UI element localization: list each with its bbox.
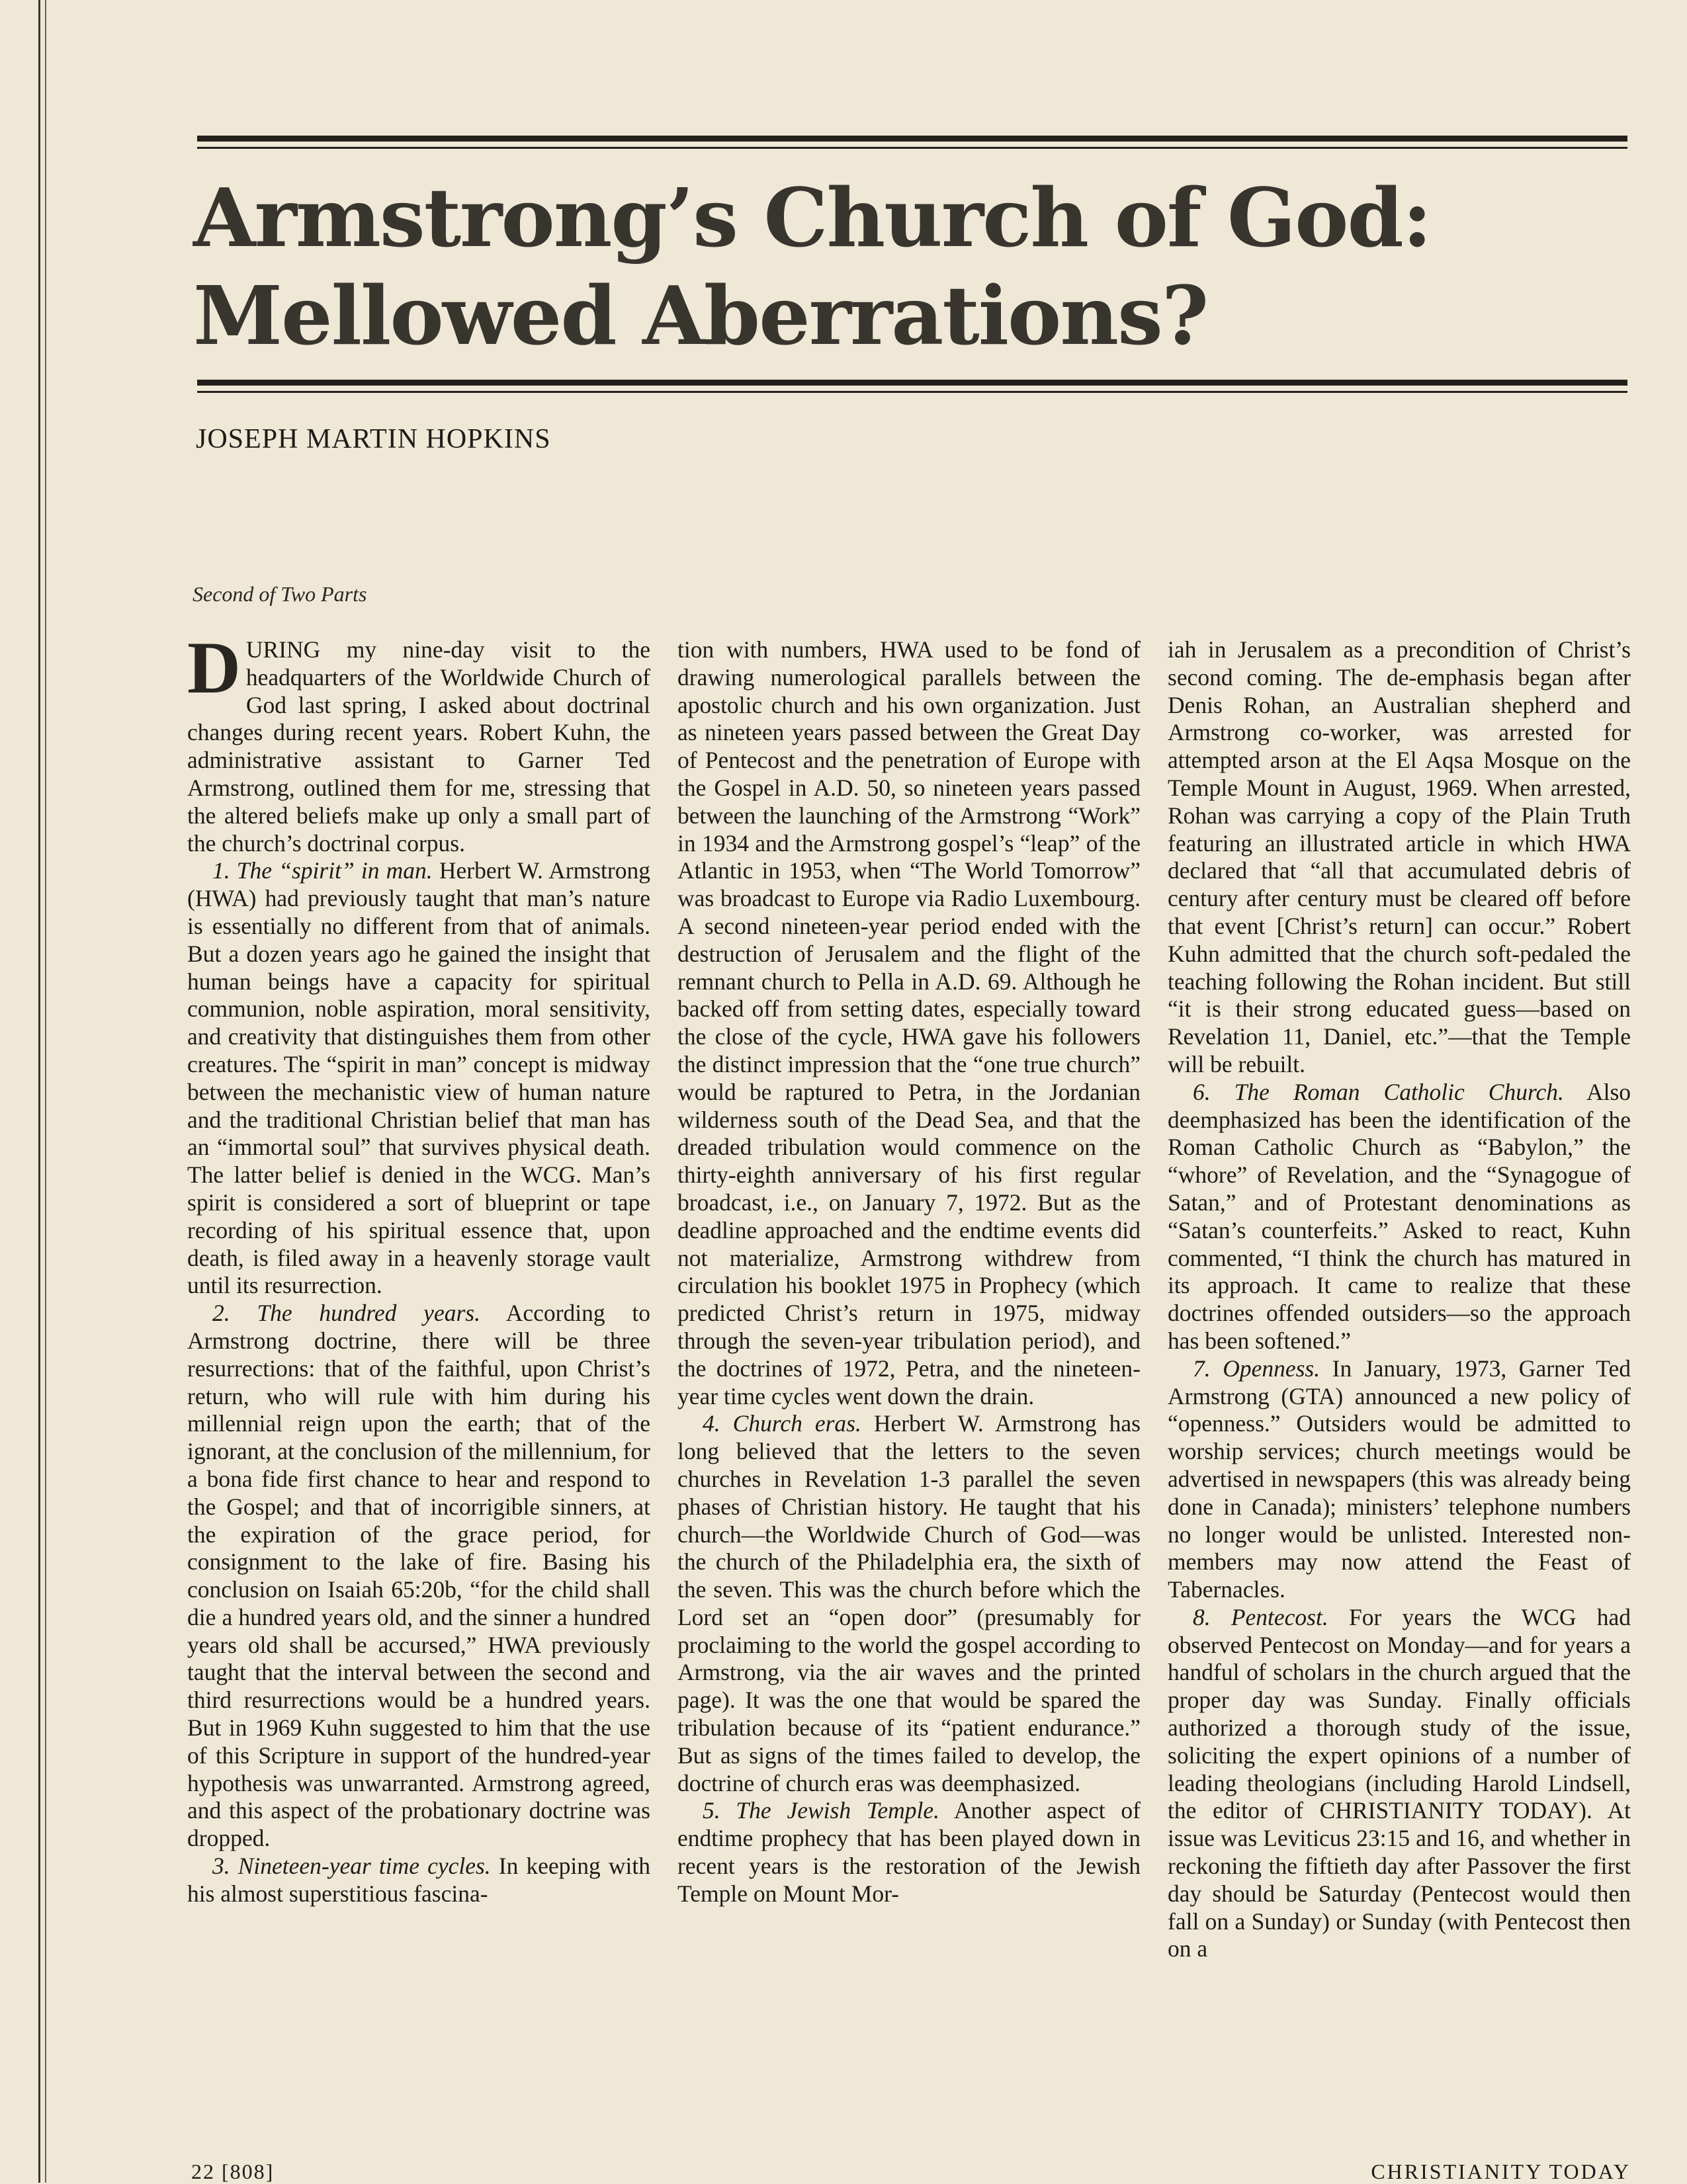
title-rule-bottom bbox=[197, 380, 1627, 386]
paragraph-openness: 7. Openness. In January, 1973, Garner Ted Armstrong (GTA) announced a new policy of “openness.” Outsiders would be admitted to worship services; church meetings would be advertised in newspapers (this was already being done in Canada); ministers’ telephone numbers no longer would be unlisted. Interested non-members may now attend the Feast of Tabernacles. bbox=[1168, 1355, 1631, 1603]
title-line-1: Armstrong’s Church of God: bbox=[193, 170, 1431, 265]
magazine-name: CHRISTIANITY TODAY bbox=[1371, 2160, 1631, 2183]
title-rule-top-thin bbox=[197, 147, 1627, 149]
page-number: 22 [808] bbox=[191, 2160, 275, 2183]
author-byline: JOSEPH MARTIN HOPKINS bbox=[196, 424, 551, 454]
paragraph-intro: DURING my nine-day visit to the headquarters of the Worldwide Church of God last spring, I asked about doctrinal changes during recent years. Robert Kuhn, the administrative assistant to Garner Ted Armstrong, outlined them for me, stressing that the altered beliefs make up only a small part of the church’s doctrinal corpus. bbox=[187, 627, 650, 857]
binding-edge-line-inner bbox=[45, 0, 46, 2183]
paragraph-pentecost: 8. Pentecost. For years the WCG had observed Pentecost on Monday—and for years a handful of scholars in the church argued that the proper day was Sunday. Finally officials authorized a thorough study of the issue, soliciting the expert opinions of a number of leading theologians (including Harold Lindsell, the editor of CHRISTIANITY TODAY). At issue was Leviticus 23:15 and 16, and whether in reckoning the fiftieth day after Passover the first day should be Saturday (Pentecost would then fall on a Sunday) or Sunday (with Pentecost then on a bbox=[1168, 1603, 1631, 1962]
paragraph-hundred-years: 2. The hundred years. According to Armstrong doctrine, there will be three resurrections: that of the faithful, upon Christ’s return, who will rule with him during his millennial reign upon the earth; that of the ignorant, at the conclusion of the millennium, for a bona fide first chance to hear and respond to the Gospel; and that of incorrigible sinners, at the expiration of the grace period, for consignment to the lake of fire. Basing his conclusion on Isaiah 65:20b, “for the child shall die a hundred years old, and the sinner a hundred years old shall be accursed,” HWA previously taught that the interval between the second and third resurrections would be a hundred years. But in 1969 Kuhn suggested to him that the use of this Scripture in support of the hundred-year hypothesis was unwarranted. Armstrong agreed, and this aspect of the probationary doctrine was dropped. bbox=[187, 1300, 650, 1852]
article-subtitle: Second of Two Parts bbox=[193, 582, 367, 606]
title-line-2: Mellowed Aberrations? bbox=[193, 268, 1208, 363]
text-column-2 bbox=[677, 636, 1141, 1908]
drop-cap: D bbox=[187, 627, 241, 709]
paragraph-roman-catholic: 6. The Roman Catholic Church. Also deemphasized has been the identification of the Roman Catholic Church as “Babylon,” the “whore” of Revelation, and the “Synagogue of Satan,” and of Protestant denominations as “Satan’s counterfeits.” Asked to react, Kuhn commented, “I think the church has matured in its approach. It came to realize that these doctrines offended outsiders—so the approach has been softened.” bbox=[1168, 1078, 1631, 1354]
text-column-1 bbox=[187, 627, 650, 1908]
paragraph-church-eras: 4. Church eras. Herbert W. Armstrong has long believed that the letters to the seven churches in Revelation 1-3 parallel the seven phases of Christian history. He taught that his church—the Worldwide Church of God—was the church of the Philadelphia era, the sixth of the seven. This was the church before which the Lord set an “open door” (presumably for proclaiming to the world the gospel according to Armstrong, via the air waves and the printed page). It was the one that would be spared the tribulation because of its “patient endurance.” But as signs of the times failed to develop, the doctrine of church eras was deemphasized. bbox=[677, 1410, 1141, 1796]
paragraph-spirit-in-man: 1. The “spirit” in man. Herbert W. Armstrong (HWA) had previously taught that man’s nature is essentially no different from that of animals. But a dozen years ago he gained the insight that human beings have a capacity for spiritual communion, noble aspiration, moral sensitivity, and creativity that distinguishes them from other creatures. The “spirit in man” concept is midway between the mechanistic view of human nature and the traditional Christian belief that man has an “immortal soul” that survives physical death. The latter belief is denied in the WCG. Man’s spirit is considered a sort of blueprint or tape recording of his spiritual essence that, upon death, is filed away in a heavenly storage vault until its resurrection. bbox=[187, 857, 650, 1299]
paragraph-time-cycles: 3. Nineteen-year time cycles. In keeping with his almost superstitious fascina- bbox=[187, 1853, 650, 1907]
paragraph-time-cycles-cont: tion with numbers, HWA used to be fond of drawing numerological parallels between the apostolic church and his own organization. Just as nineteen years passed between the Great Day of Pentecost and the penetration of Europe with the Gospel in A.D. 50, so nineteen years passed between the launching of the Armstrong “Work” in 1934 and the Armstrong gospel’s “leap” of the Atlantic in 1953, when “The World Tomorrow” was broadcast to Europe via Radio Luxembourg. A second nineteen-year period ended with the destruction of Jerusalem and the flight of the remnant church to Pella in A.D. 69. Although he backed off from setting dates, especially toward the close of the cycle, HWA gave his followers the distinct impression that the “one true church” would be raptured to Petra, in the Jordanian wilderness south of the Dead Sea, and that the dreaded tribulation would commence on the thirty-eighth anniversary of his first regular broadcast, i.e., on January 7, 1972. But as the deadline approached and the endtime events did not materialize, Armstrong withdrew from circulation his booklet 1975 in Prophecy (which predicted Christ’s return in 1975, midway through the seven-year tribulation period), and the doctrines of 1972, Petra, and the nineteen-year time cycles went down the drain. bbox=[677, 636, 1141, 1409]
text-column-3 bbox=[1168, 636, 1631, 1963]
title-rule-bottom-thin bbox=[197, 391, 1627, 393]
article-title bbox=[193, 169, 1622, 364]
paragraph-jewish-temple-cont: iah in Jerusalem as a precondition of Christ’s second coming. The de-emphasis began after Denis Rohan, an Australian shepherd and Armstrong co-worker, was arrested for attempted arson at the El Aqsa Mosque on the Temple Mount in August, 1969. When arrested, Rohan was carrying a copy of the Plain Truth featuring an illustrated article in which HWA declared that “all that accumulated debris of century after century must be cleared off before that event [Christ’s return] can occur.” Robert Kuhn admitted that the church soft-pedaled the teaching following the Rohan incident. But still “it is their strong educated guess—based on Revelation 11, Daniel, etc.”—that the Temple will be rebuilt. bbox=[1168, 636, 1631, 1077]
paragraph-jewish-temple: 5. The Jewish Temple. Another aspect of endtime prophecy that has been played down in recent years is the restoration of the Jewish Temple on Mount Mor- bbox=[677, 1797, 1141, 1907]
title-rule-top bbox=[197, 136, 1627, 142]
binding-edge-line bbox=[38, 0, 40, 2183]
